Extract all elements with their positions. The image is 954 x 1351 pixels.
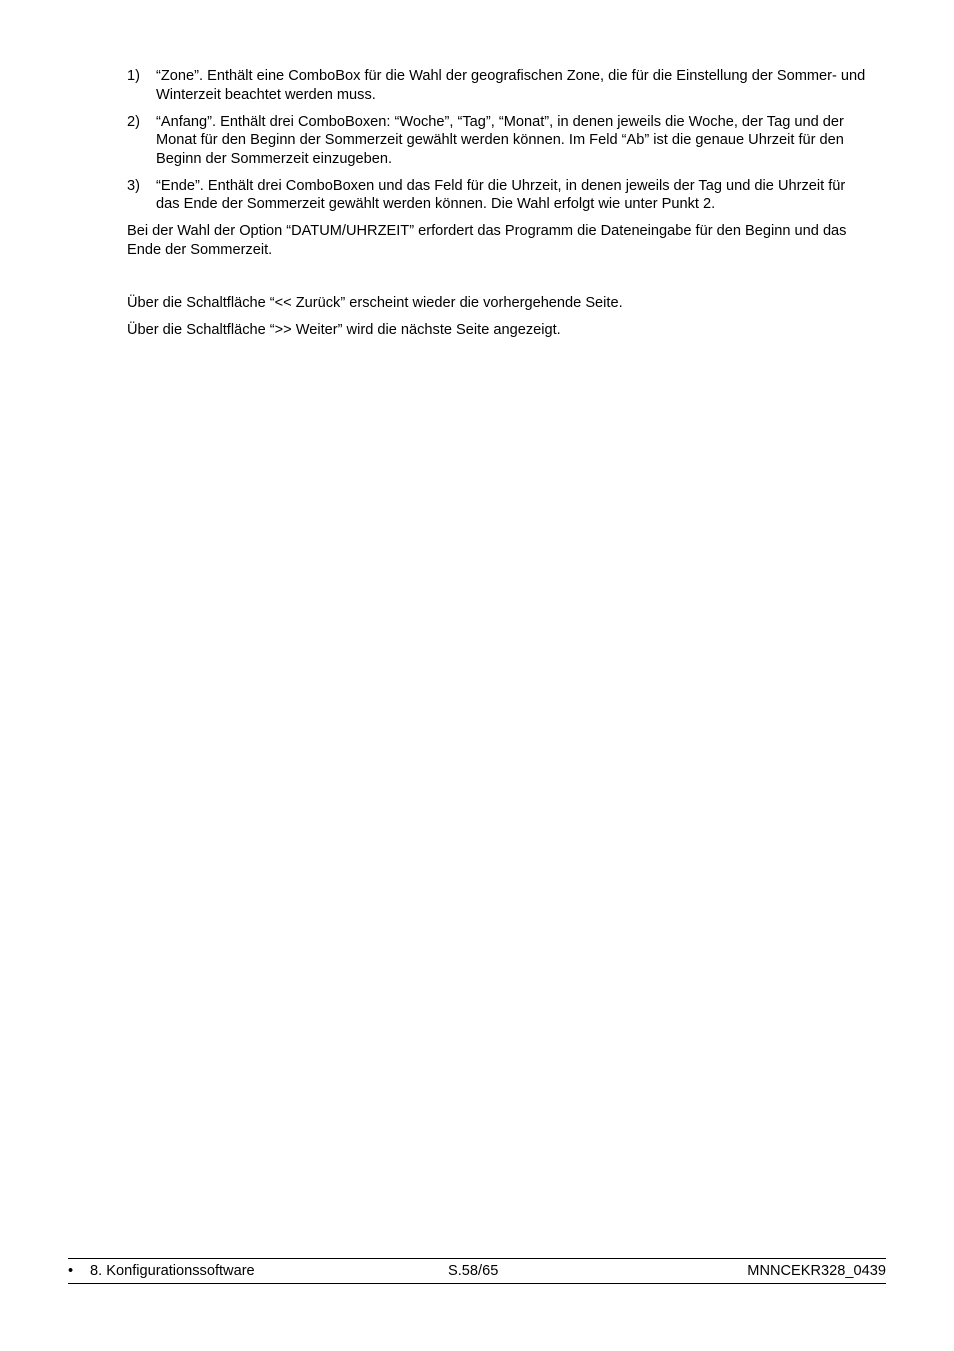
paragraph-back-button: Über die Schaltfläche “<< Zurück” erscheint wieder die vorhergehende Seite. <box>127 294 623 311</box>
list-text: “Zone”. Enthält eine ComboBox für die Wahl der geografischen Zone, die für die Einstellung der Sommer- und Winterzeit beachtet werden muss. <box>156 68 866 103</box>
page-footer <box>68 1258 886 1284</box>
paragraph-next-button: Über die Schaltfläche “>> Weiter” wird die nächste Seite angezeigt. <box>127 321 561 338</box>
footer-bullet: • <box>68 1263 74 1279</box>
spacer <box>127 268 867 294</box>
list-text: “Ende”. Enthält drei ComboBoxen und das Feld für die Uhrzeit, in denen jeweils der Tag und die Uhrzeit für das Ende der Sommerzeit gewählt werden können. Die Wahl erfolgt wie unter Punkt 2. <box>156 177 846 212</box>
list-number: 2) <box>127 113 140 130</box>
list-item-anfang <box>127 113 867 169</box>
footer-document-id: MNNCEKR328_0439 <box>747 1263 886 1279</box>
footer-page-number: S.58/65 <box>448 1263 499 1279</box>
list-number: 3) <box>127 177 140 194</box>
list-item-ende <box>127 177 867 214</box>
page-content <box>127 67 867 348</box>
list-item-zone <box>127 67 867 104</box>
paragraph-datum-uhrzeit: Bei der Wahl der Option “DATUM/UHRZEIT” erfordert das Programm die Dateneingabe für den Beginn und das Ende der Sommerzeit. <box>127 223 847 258</box>
list-text: “Anfang”. Enthält drei ComboBoxen: “Woche”, “Tag”, “Monat”, in denen jeweils die Woche, der Tag und der Monat für den Beginn der Sommerzeit gewählt werden können. Im Feld “Ab” ist die genaue Uhrzeit für den Beginn der Sommerzeit einzugeben. <box>156 113 844 167</box>
list-number: 1) <box>127 68 140 84</box>
footer-section-title: 8. Konfigurationssoftware <box>90 1263 255 1279</box>
